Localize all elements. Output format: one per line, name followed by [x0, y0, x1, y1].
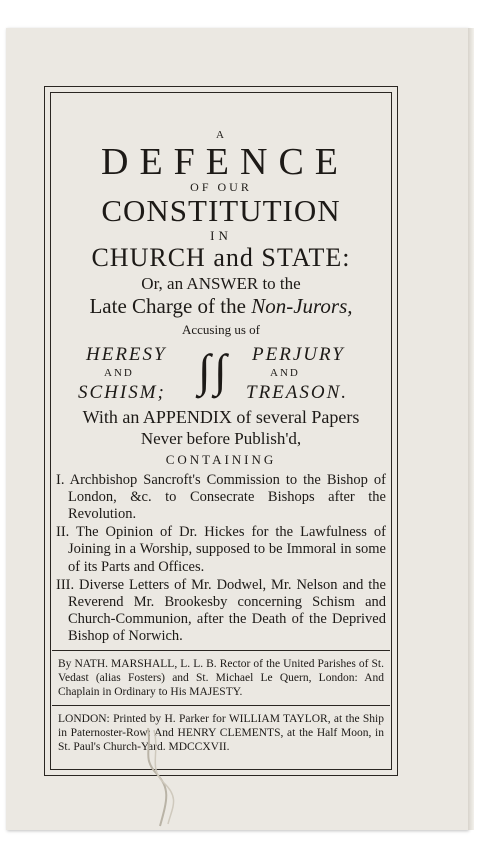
accusing-line: Accusing us of: [182, 322, 260, 337]
heresy-word: HERESY: [86, 344, 167, 365]
title-in: IN: [210, 228, 232, 243]
divider-rule: [52, 650, 390, 651]
title-constitution: CONSTITUTION: [101, 193, 341, 228]
contents-item: III. Diverse Letters of Mr. Dodwel, Mr. Nelson and the Reverend Mr. Brookesby concerning Schism and Church-Communion, after the Death of the Deprived Bishop of Norwich.: [56, 576, 386, 644]
imprint-text: LONDON: Printed by H. Parker for WILLIAM TAYLOR, at the Ship in Paternoster-Row: And HENRY CLEMENTS, at the Half Moon, in St. Paul's Church-Yard. MDCCXVII.: [58, 712, 384, 753]
never-published-line: Never before Publish'd,: [140, 429, 302, 448]
right-brace-ornament: ∫: [214, 345, 227, 396]
and-right-word: AND: [270, 367, 300, 379]
containing-line: CONTAINING: [165, 452, 277, 467]
accusations-block: [56, 342, 386, 406]
title-page: [6, 28, 468, 830]
schism-word: SCHISM;: [78, 382, 166, 403]
late-charge-roman: Late Charge of the: [89, 294, 252, 318]
author-text: By NATH. MARSHALL, L. L. B. Rector of the United Parishes of St. Vedast (alias Fosters) and St. Michael Le Quern, London: And Chaplain in Ordinary to His MAJESTY.: [58, 658, 384, 699]
divider-rule: [52, 705, 390, 706]
contents-item: II. The Opinion of Dr. Hickes for the Lawfulness of Joining in a Worship, supposed to be Immoral in some of its Parts and Offices.: [56, 524, 386, 575]
appendix-line: With an APPENDIX of several Papers: [82, 407, 360, 427]
title-church-and-state: CHURCH and STATE:: [91, 243, 351, 272]
subtitle-late-charge: [56, 296, 386, 317]
late-charge-italic: Non-Jurors,: [251, 294, 353, 318]
page-edge: [468, 28, 474, 830]
left-brace-ornament: ∫: [198, 345, 211, 396]
binding-thread: [138, 728, 198, 828]
author-statement: [56, 657, 386, 699]
and-left-word: AND: [104, 367, 134, 379]
title-defence: DEFENCE: [101, 141, 349, 183]
perjury-word: PERJURY: [252, 344, 345, 365]
imprint: [56, 712, 386, 754]
subtitle-answer: Or, an ANSWER to the: [141, 274, 301, 293]
treason-word: TREASON.: [246, 382, 349, 403]
contents-list: [56, 472, 386, 645]
title-article: A: [216, 129, 226, 141]
title-of-our: OF OUR: [190, 180, 252, 194]
title-content: [56, 120, 386, 754]
contents-item: I. Archbishop Sancroft's Commission to the Bishop of London, &c. to Consecrate Bishops after the Revolution.: [56, 472, 386, 523]
